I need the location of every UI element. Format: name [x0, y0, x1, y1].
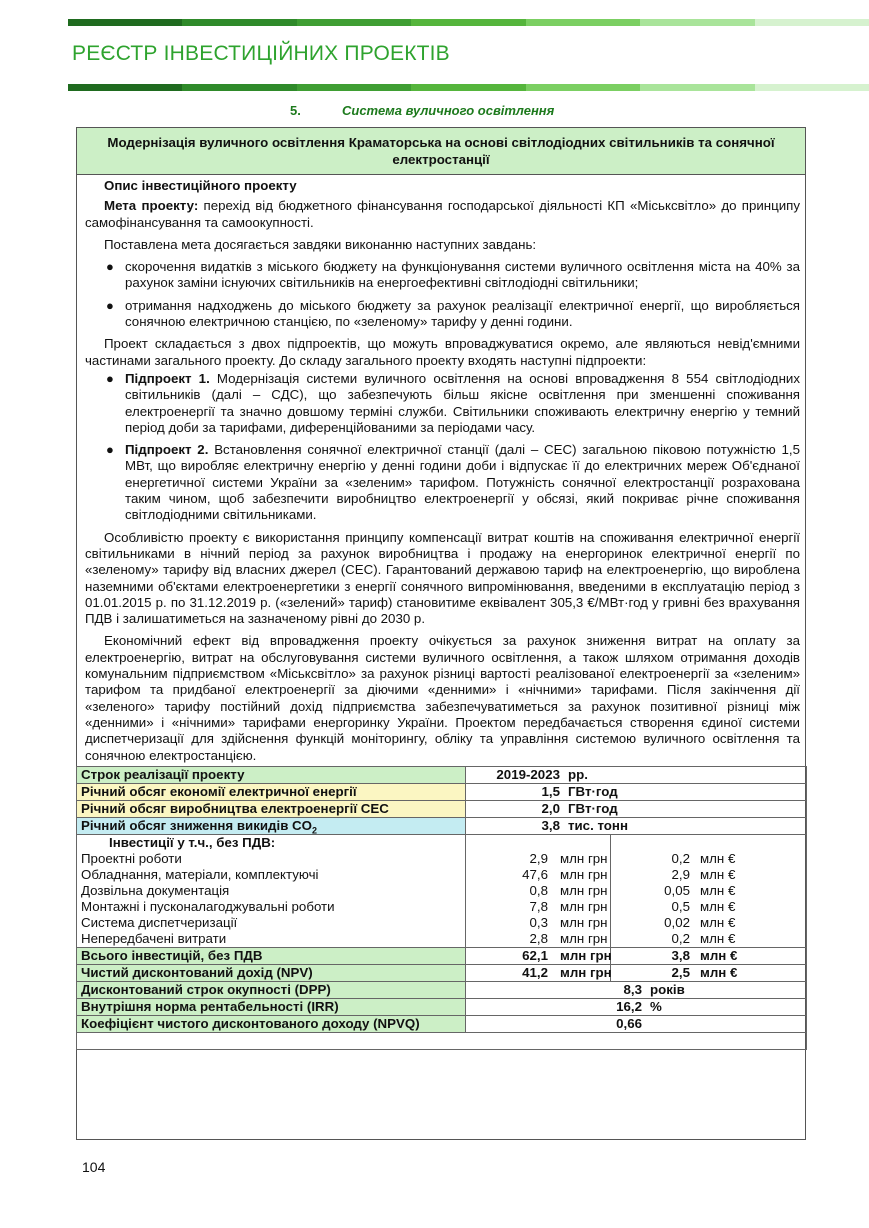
bullet-icon: ● [106, 442, 114, 458]
total-uah-unit: млн грн [560, 947, 612, 963]
investment-eur: 0,2 [671, 850, 690, 866]
table-row [77, 899, 807, 915]
investment-uah: 2,8 [529, 930, 548, 946]
list-item [85, 259, 800, 292]
investment-uah-cell [466, 899, 611, 915]
npv-eur-cell [611, 964, 807, 981]
table-row [77, 883, 807, 899]
investment-eur-unit: млн € [700, 882, 736, 898]
feature-paragraph: Особливістю проекту є використання принципу компенсації витрат коштів на споживання електричної енергії світильниками в нічний період за рахунок виробництва і продажу на енергоринок електричної енергії по «зеленому» тарифу від власних джерел (СЕС). Гарантований державою тариф на електроенергію, що вироблена наземними об'єктами електроенергетики з енергії сонячного випромінювання, введеними в експлуатацію період з 01.01.2015 р. по 31.12.2019 р. («зелений» тариф) становитиме еквівалент 305,3 €/МВт·год у гривні без врахування ПДВ і залишатиметься на зазначеному рівні до 2030 р. [85, 529, 800, 627]
top-decorative-stripe [68, 19, 869, 26]
investment-eur-unit: млн € [700, 866, 736, 882]
energy-savings-value: 1,5 [541, 783, 560, 799]
energy-production-label: Річний обсяг виробництва електроенергії СЕС [77, 800, 466, 817]
investment-eur-unit: млн € [700, 850, 736, 866]
table-row [77, 1015, 807, 1032]
table-row [77, 947, 807, 964]
investment-label: Обладнання, матеріали, комплектуючі [77, 867, 466, 883]
total-eur-unit: млн € [700, 947, 738, 963]
npv-eur-unit: млн € [700, 964, 738, 980]
investment-eur-unit: млн € [700, 930, 736, 946]
term-value-cell [466, 766, 807, 783]
investment-label: Система диспетчеризації [77, 915, 466, 931]
empty-cell [611, 834, 807, 851]
term-value: 2019-2023 [496, 766, 560, 782]
npvq-cell [466, 1015, 807, 1032]
investment-uah-unit: млн грн [560, 866, 608, 882]
investment-eur-cell [611, 883, 807, 899]
investment-label: Непередбачені витрати [77, 931, 466, 948]
npv-uah: 41,2 [522, 964, 548, 980]
investment-eur: 2,9 [671, 866, 690, 882]
irr-label: Внутрішня норма рентабельності (IRR) [77, 998, 466, 1015]
description-heading: Опис інвестиційного проекту [104, 178, 297, 193]
bottom-decorative-stripe [68, 84, 869, 91]
dpp-label: Дисконтований строк окупності (DPP) [77, 981, 466, 998]
table-row [77, 867, 807, 883]
project-title: Модернізація вуличного освітлення Краматорська на основі світлодіодних світильників та сонячної електростанції [77, 128, 805, 175]
dpp-cell [466, 981, 807, 998]
project-card [76, 127, 806, 1140]
table-row [77, 998, 807, 1015]
effect-paragraph: Економічний ефект від впровадження проекту очікується за рахунок зниження витрат на оплату за електроенергію, витрат на обслуговування системи вуличного освітлення, а також шляхом отримання доходів комунальним підприємством «Міськсвітло» за рахунок різниці вартості реалізованої електроенергії за «зеленим» тарифом та придбаної електроенергії за діючими «денними» і «нічними» тарифами. Після закінчення дії «зеленого» тарифу постійний дохід підприємства забезпечуватиметься за рахунок позитивної різниці між «денними» і «нічними» тарифами енергоринку України. Проектом передбачається створення єдиної системи диспетчеризації для здійснення функцій моніторингу, обліку та управління системою вуличного освітлення та сонячною електростанцією. [85, 633, 800, 763]
co2-cell [466, 817, 807, 834]
co2-label: Річний обсяг зниження викидів CO [81, 817, 313, 833]
investment-eur-unit: млн € [700, 914, 736, 930]
npv-uah-unit: млн грн [560, 964, 612, 980]
investment-label: Монтажні і пусконалагоджувальні роботи [77, 899, 466, 915]
npv-label: Чистий дисконтований дохід (NPV) [77, 964, 466, 981]
investment-uah-cell [466, 931, 611, 948]
table-row [77, 766, 807, 783]
goal-label: Мета проекту: [104, 198, 199, 214]
task-text: отримання надходжень до міського бюджету за рахунок реалізації електричної енергії, що виробляється сонячною електричною станцією, по «зеленому» тарифу у денні години. [125, 297, 800, 330]
investment-uah-unit: млн грн [560, 914, 608, 930]
subproject-label: Підпроект 2. [125, 442, 209, 458]
bullet-icon: ● [106, 297, 114, 313]
investment-eur-unit: млн € [700, 898, 736, 914]
goal-paragraph [85, 198, 800, 231]
energy-savings-label: Річний обсяг економії електричної енергії [77, 783, 466, 800]
investment-uah-cell [466, 915, 611, 931]
subproject-text: Модернізація системи вуличного освітлення на основі впровадження 8 554 світлодіодних світильників (далі – СДС), що забезпечують більш якісне освітлення при зменшенні споживання електроенергії та значно довшому терміні служби. Світильники споживають електричну енергію у темний період доби за тарифами, диференційованими за періодами часу. [125, 370, 800, 435]
investment-uah-cell [466, 883, 611, 899]
table-row [77, 851, 807, 867]
section-heading [290, 103, 554, 118]
table-row [77, 1032, 807, 1049]
table-row [77, 800, 807, 817]
page-number: 104 [82, 1159, 106, 1175]
energy-production-value: 2,0 [541, 800, 560, 816]
total-uah-cell [466, 947, 611, 964]
term-label: Строк реалізації проекту [77, 766, 466, 783]
report-title: РЕЄСТР ІНВЕСТИЦІЙНИХ ПРОЕКТІВ [72, 42, 450, 65]
list-item [85, 442, 800, 523]
list-item [85, 298, 800, 331]
energy-savings-cell [466, 783, 807, 800]
table-row [77, 783, 807, 800]
investment-uah: 47,6 [522, 866, 548, 882]
total-uah: 62,1 [522, 947, 548, 963]
total-eur: 3,8 [671, 947, 690, 963]
tasks-intro: Поставлена мета досягається завдяки виконанню наступних завдань: [104, 236, 537, 252]
irr-unit: % [650, 998, 662, 1014]
tasks-list [85, 259, 800, 330]
investment-uah-unit: млн грн [560, 882, 608, 898]
energy-production-unit: ГВт·год [568, 800, 618, 816]
section-title: Система вуличного освітлення [342, 103, 555, 118]
investment-uah-unit: млн грн [560, 898, 608, 914]
irr-cell [466, 998, 807, 1015]
investment-eur-cell [611, 867, 807, 883]
table-row [77, 981, 807, 998]
empty-row [77, 1032, 807, 1049]
bullet-icon: ● [106, 370, 114, 386]
task-text: скорочення видатків з міського бюджету на функціонування системи вуличного освітлення міста на 40% за рахунок заміни існуючих світильників на енергоефективні світлодіодні світильники; [125, 259, 800, 291]
investment-eur: 0,5 [671, 898, 690, 914]
investment-label: Дозвільна документація [77, 883, 466, 899]
investment-uah-unit: млн грн [560, 850, 608, 866]
investment-eur-cell [611, 915, 807, 931]
dpp-unit: років [650, 981, 685, 997]
table-row [77, 931, 807, 948]
term-unit: рр. [568, 766, 588, 782]
empty-cell [466, 834, 611, 851]
npv-uah-cell [466, 964, 611, 981]
npvq-label: Коефіцієнт чистого дисконтованого доходу (NPVQ) [77, 1015, 466, 1032]
bullet-icon: ● [106, 259, 114, 275]
dpp-value: 8,3 [623, 981, 642, 997]
investment-eur: 0,02 [664, 914, 690, 930]
energy-production-cell [466, 800, 807, 817]
co2-label-cell [77, 817, 466, 834]
investment-uah-cell [466, 851, 611, 867]
metrics-table [76, 766, 807, 1050]
npv-eur: 2,5 [671, 964, 690, 980]
subproject-text: Встановлення сонячної електричної станції (далі – СЕС) загальною піковою потужністю 1,5 МВт, що виробляє електричну енергію у денні години доби і відпускає її до електричних мереж Об'єднаної енергетичної системи України за «зеленим» тарифом. Потужність сонячної електростанції розрахована таким чином, щоб забезпечити виробництво електроенергії у обсязі, який покриває річне споживання світлодіодними світильниками. [125, 442, 800, 523]
table-row [77, 817, 807, 834]
total-investment-label: Всього інвестицій, без ПДВ [77, 947, 466, 964]
investment-eur-cell [611, 899, 807, 915]
investment-eur: 0,05 [664, 882, 690, 898]
investment-uah-cell [466, 867, 611, 883]
list-item [85, 371, 800, 436]
total-eur-cell [611, 947, 807, 964]
co2-unit: тис. тонн [568, 817, 628, 833]
investment-uah: 0,3 [529, 914, 548, 930]
energy-savings-unit: ГВт·год [568, 783, 618, 799]
goal-text: перехід від бюджетного фінансування господарської діяльності КП «Міськсвітло» до принципу самофінансування та самоокупності. [85, 198, 800, 230]
subprojects-intro: Проект складається з двох підпроектів, що можуть впроваджуватися окремо, але являються невід'ємними частинами загального проекту. До складу загального проекту входять наступні підпроекти: [85, 336, 800, 368]
investment-eur-cell [611, 931, 807, 948]
irr-value: 16,2 [616, 998, 642, 1014]
investment-eur-cell [611, 851, 807, 867]
investment-uah: 2,9 [529, 850, 548, 866]
investments-heading: Інвестиції у т.ч., без ПДВ: [77, 834, 466, 851]
npvq-value: 0,66 [616, 1015, 642, 1031]
table-row [77, 964, 807, 981]
project-description [77, 175, 805, 764]
co2-value: 3,8 [541, 817, 560, 833]
subprojects-list [85, 371, 800, 524]
subproject-label: Підпроект 1. [125, 370, 210, 386]
investment-eur: 0,2 [671, 930, 690, 946]
co2-subscript: 2 [312, 825, 318, 836]
investment-uah-unit: млн грн [560, 930, 608, 946]
section-number: 5. [290, 103, 301, 118]
table-row [77, 834, 807, 851]
investment-uah: 0,8 [529, 882, 548, 898]
investment-label: Проектні роботи [77, 851, 466, 867]
table-row [77, 915, 807, 931]
investment-uah: 7,8 [529, 898, 548, 914]
